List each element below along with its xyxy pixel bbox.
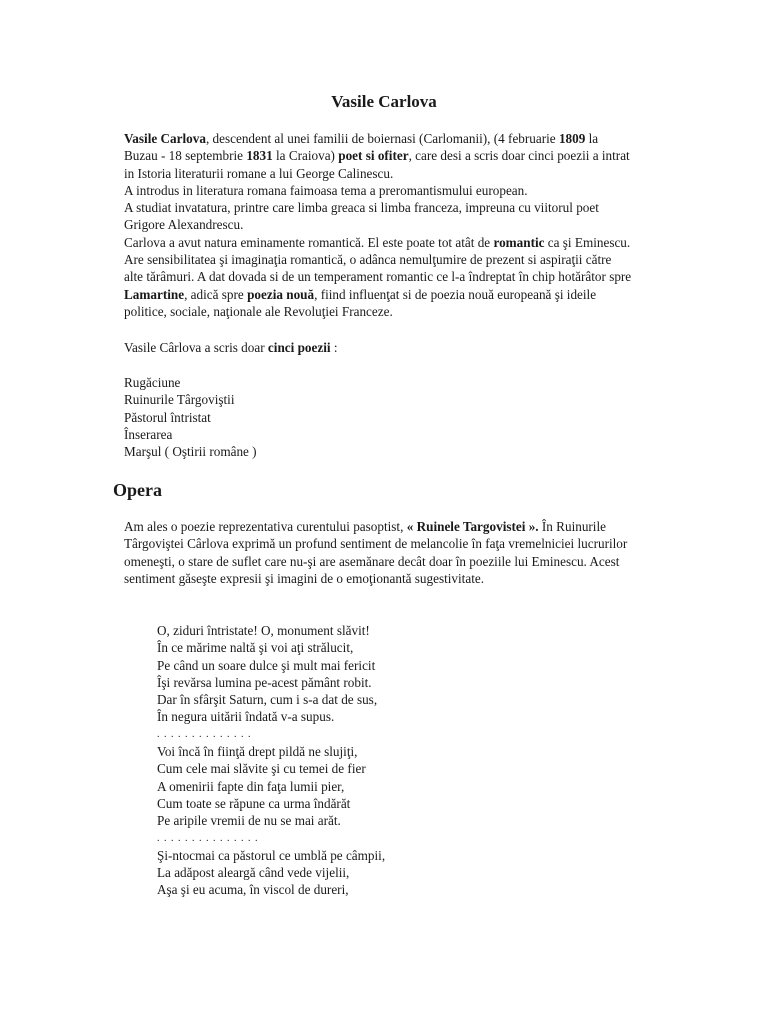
poem-line: În ce mărime naltă şi voi aţi strălucit, — [157, 640, 354, 656]
section-heading-opera: Opera — [113, 480, 162, 500]
list-item: Marşul ( Oştirii române ) — [124, 444, 257, 460]
page-title: Vasile Carlova — [331, 92, 437, 111]
lamartine-name: Lamartine — [124, 286, 185, 302]
birth-year: 1809 — [558, 131, 586, 146]
poem-title-bold: « Ruinele Targovistei ». — [406, 519, 539, 534]
text-run: la Buzau - 18 septembrie — [124, 131, 599, 164]
poem-line: O, ziduri întristate! O, monument slăvit! — [157, 623, 370, 638]
text-run: Vasile Cârlova a scris doar — [124, 340, 268, 355]
poem-separator: . . . . . . . . . . . . . . . — [157, 832, 259, 844]
romantic-term: romantic — [493, 234, 545, 250]
poem-line: Dar în sfârşit Saturn, cum i s-a dat de sus, — [157, 692, 378, 708]
poem-line: Aşa şi eu acuma, în viscol de dureri, — [157, 882, 349, 898]
poem-line: Îşi revărsa lumina pe-acest pământ robit. — [157, 674, 372, 690]
poem-line: Cum cele mai slăvite şi cu temei de fier — [157, 761, 366, 777]
intro-paragraph-4 — [113, 234, 633, 320]
opera-paragraph — [113, 518, 633, 587]
list-item: Ruinurile Târgoviştii — [124, 392, 235, 408]
poem-excerpt — [157, 622, 577, 899]
text-run: , descendent al unei familii de boiernasi (Carlomanii), (4 februarie — [205, 131, 559, 146]
poem-line: Voi încă în fiinţă drept pildă ne slujiţi, — [157, 744, 358, 760]
intro-paragraph-1 — [113, 130, 633, 182]
death-year: 1831 — [246, 148, 273, 164]
poems-count-line — [113, 339, 633, 356]
poems-count-paragraph — [113, 339, 633, 356]
poem-line: Pe aripile vremii de nu se mai arăt. — [157, 813, 341, 829]
author-name: Vasile Carlova — [124, 131, 206, 146]
intro-paragraph-3: A studiat invatatura, printre care limba greaca si limba franceza, impreuna cu viitorul poet Grigore Alexandrescu. — [124, 200, 599, 233]
text-run: Am ales o poezie reprezentativa curentului pasoptist, — [124, 519, 407, 534]
poem-line: În negura uitării îndată v-a supus. — [157, 709, 335, 725]
text-run: În Ruinurile Târgoviştei Cârlova exprimă un profund sentiment de melancolie în faţa vremelniciei lucrurilor omeneşti, o stare de suflet care nu-şi are asemănare decât doar în poeziile lui Eminescu. Acest sentiment găseşte expresii şi imagini de o emoţionantă sugestivitate. — [124, 519, 628, 586]
text-run: : — [330, 340, 338, 355]
cinci-poezii-term: cinci poezii — [267, 340, 331, 355]
list-item: Rugăciune — [124, 375, 181, 390]
text-run: , care desi a scris doar cinci poezii a intrat in Istoria literaturii romane a lui George Calinescu. — [124, 148, 630, 181]
poem-line: A omenirii fapte din faţa lumii pier, — [157, 778, 345, 794]
poem-line: Şi-ntocmai ca păstorul ce umblă pe câmpii, — [157, 847, 386, 863]
text-run: Carlova a avut natura eminamente romantică. El este poate tot atât de — [124, 234, 494, 250]
author-role: poet si ofiter — [338, 148, 409, 164]
list-item: Înserarea — [124, 426, 173, 442]
poems-list — [113, 374, 633, 460]
poezia-noua-term: poezia nouă — [247, 286, 315, 302]
poem-line: Pe când un soare dulce şi mult mai fericit — [157, 657, 376, 673]
poem-line: La adăpost aleargă când vede vijelii, — [157, 865, 350, 881]
intro-paragraph-2: A introdus in literatura romana faimoasa tema a preromantismului european. — [124, 182, 528, 198]
poem-separator: . . . . . . . . . . . . . . — [157, 728, 252, 740]
text-run: la Craiova) — [272, 148, 339, 164]
poem-line: Cum toate se răpune ca urma îndărăt — [157, 795, 351, 811]
opera-text — [113, 518, 633, 587]
text-run: , adică spre — [184, 286, 248, 302]
intro-section — [113, 130, 633, 320]
text-run: , fiind influenţat si de poezia nouă europeană şi ideile politice, sociale, naţionale ale Revoluţiei Franceze. — [124, 286, 597, 319]
text-run: ca şi Eminescu. Are sensibilitatea şi imaginaţia romantică, o adânca nemulţumire de prezent si aspiraţii către alte tărâmuri. A dat dovada si de un temperament romantic ce l-a îndreptat în chip hotărâtor spre — [124, 234, 632, 285]
list-item: Păstorul întristat — [124, 409, 211, 425]
